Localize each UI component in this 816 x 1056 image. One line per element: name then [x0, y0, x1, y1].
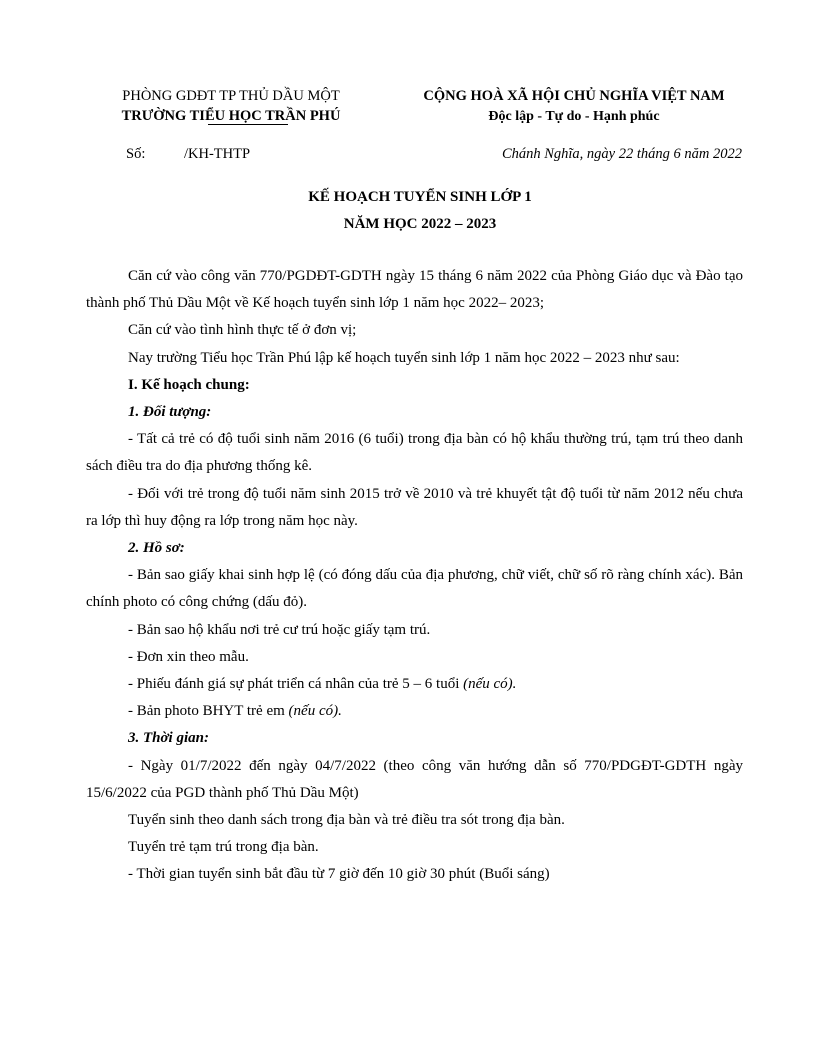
place-date: Chánh Nghĩa, ngày 22 tháng 6 năm 2022	[501, 146, 742, 162]
list-item: - Đơn xin theo mẫu.	[128, 648, 249, 665]
paragraph: Nay trường Tiểu học Trần Phú lập kế hoạch tuyển sinh lớp 1 năm học 2022 – 2023 như sau:	[128, 349, 680, 366]
subsection-heading: 3. Thời gian:	[128, 730, 209, 747]
national-motto: Độc lập - Tự do - Hạnh phúc	[488, 109, 660, 124]
list-item: - Đối với trẻ trong độ tuổi năm sinh 2015 trở về 2010 và trẻ khuyết tật độ tuổi từ năm 2012 nếu chưa ra lớp thì huy động ra lớp trong năm học này.	[86, 485, 743, 529]
list-item: - Ngày 01/7/2022 đến ngày 04/7/2022 (theo công văn hướng dẫn số 770/PDGĐT-GDTH ngày 15/6/2022 của PGD thành phố Thủ Dầu Một)	[86, 757, 743, 801]
document-subtitle	[0, 216, 816, 233]
list-item-note: (nếu có).	[463, 676, 517, 693]
subsection-heading: 1. Đối tượng:	[128, 404, 212, 421]
list-item: - Tất cả trẻ có độ tuổi sinh năm 2016 (6 tuổi) trong địa bàn có hộ khẩu thường trú, tạm trú theo danh sách điều tra do địa phương thống kê.	[86, 431, 743, 475]
org-school: TRƯỜNG TIỂU HỌC TRẦN PHÚ	[121, 108, 341, 124]
document-body	[86, 263, 743, 889]
issuing-organization	[86, 86, 376, 126]
document-number-value: /KH-THTP	[184, 146, 251, 162]
list-item: - Bản sao hộ khẩu nơi trẻ cư trú hoặc giấy tạm trú.	[128, 621, 431, 638]
list-item: - Thời gian tuyển sinh bắt đầu từ 7 giờ đến 10 giờ 30 phút (Buổi sáng)	[128, 866, 550, 883]
paragraph: Tuyển trẻ tạm trú trong địa bàn.	[128, 839, 319, 856]
list-item-text: - Phiếu đánh giá sự phát triển cá nhân của trẻ 5 – 6 tuổi	[128, 676, 464, 693]
document-number	[126, 146, 250, 163]
document-number-label: Số:	[126, 146, 146, 162]
paragraph: Căn cứ vào tình hình thực tế ở đơn vị;	[128, 322, 357, 339]
list-item	[86, 698, 743, 725]
nation-name: CỘNG HOÀ XÃ HỘI CHỦ NGHĨA VIỆT NAM	[423, 88, 725, 104]
paragraph: Tuyển sinh theo danh sách trong địa bàn và trẻ điều tra sót trong địa bàn.	[128, 812, 565, 829]
list-item: - Bản sao giấy khai sinh hợp lệ (có đóng dấu của địa phương, chữ viết, chữ số rõ ràng chính xác). Bản chính photo có công chứng (dấu đỏ).	[86, 567, 743, 611]
school-year: NĂM HỌC 2022 – 2023	[343, 216, 497, 232]
list-item	[86, 671, 743, 698]
document-title: KẾ HOẠCH TUYỂN SINH LỚP 1	[308, 189, 532, 205]
list-item-text: - Bản photo BHYT trẻ em	[128, 703, 289, 720]
paragraph: Căn cứ vào công văn 770/PGDĐT-GDTH ngày 15 tháng 6 năm 2022 của Phòng Giáo dục và Đào tạo thành phố Thủ Dầu Một về Kế hoạch tuyển sinh lớp 1 năm học 2022– 2023;	[86, 268, 743, 312]
national-heading	[384, 86, 764, 127]
subsection-heading: 2. Hồ sơ:	[128, 540, 185, 557]
list-item-note: (nếu có).	[288, 703, 342, 720]
section-heading: I. Kế hoạch chung:	[128, 376, 250, 393]
org-department: PHÒNG GDĐT TP THỦ DẦU MỘT	[122, 88, 340, 104]
